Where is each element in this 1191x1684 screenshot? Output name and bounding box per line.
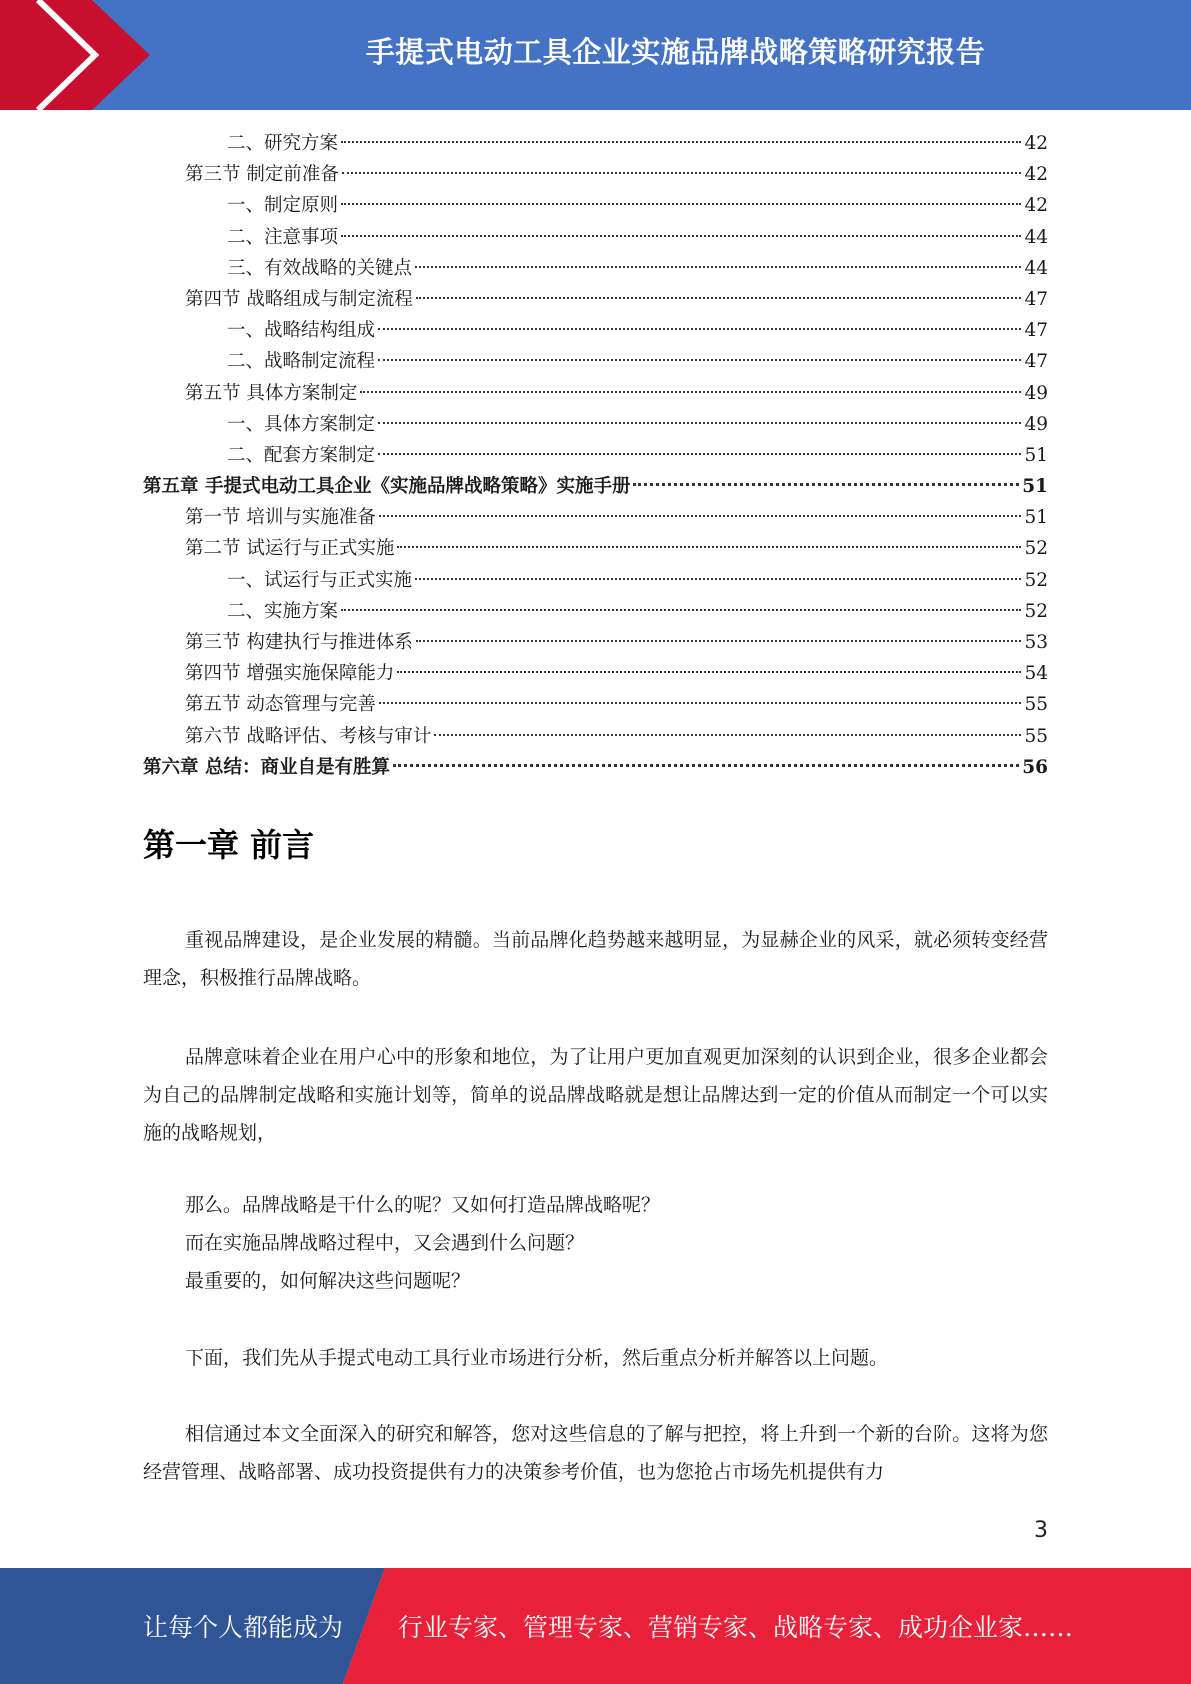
toc-dot-leader (378, 359, 1021, 361)
toc-entry-page: 52 (1024, 538, 1048, 560)
toc-entry[interactable] (143, 440, 1048, 471)
toc-dot-leader (415, 266, 1021, 268)
toc-dot-leader (378, 328, 1021, 330)
toc-dot-leader (415, 578, 1021, 580)
toc-entry[interactable] (143, 409, 1048, 440)
toc-entry[interactable] (143, 190, 1048, 221)
question-line-2: 而在实施品牌战略过程中，又会遇到什么问题？ (185, 1232, 585, 1254)
toc-dot-leader (397, 546, 1021, 548)
toc-dot-leader (379, 515, 1022, 517)
toc-entry-label: 第六节 战略评估、考核与审计 (185, 725, 432, 747)
toc-entry-label: 二、配套方案制定 (227, 444, 376, 466)
page-footer (0, 1568, 1191, 1684)
toc-entry-page: 47 (1024, 288, 1048, 310)
toc-entry-label: 第四节 增强实施保障能力 (185, 663, 395, 685)
toc-dot-leader (378, 422, 1021, 424)
intro-paragraph-2: 品牌意味着企业在用户心中的形象和地位，为了让用户更加直观更加深刻的认识到企业，很多企业都会为自己的品牌制定战略和实施计划等，简单的说品牌战略就是想让品牌达到一定的价值从而制定一个可以实施的战略规划， (143, 1046, 1048, 1144)
toc-entry-label: 第五节 动态管理与完善 (185, 694, 376, 716)
footer-slogan-right: 行业专家、管理专家、营销专家、战略专家、成功企业家…… (398, 1613, 1074, 1642)
toc-entry[interactable] (143, 378, 1048, 409)
toc-entry[interactable] (143, 565, 1048, 596)
toc-entry-page: 54 (1024, 663, 1048, 685)
toc-entry-label: 一、具体方案制定 (227, 413, 376, 435)
toc-entry[interactable] (143, 689, 1048, 720)
toc-entry-label: 二、战略制定流程 (227, 351, 376, 373)
toc-entry-page: 51 (1024, 507, 1048, 529)
toc-entry[interactable] (143, 159, 1048, 190)
table-of-contents (143, 128, 1048, 783)
toc-entry-page: 44 (1024, 257, 1048, 279)
toc-entry-page: 51 (1024, 444, 1048, 466)
toc-entry[interactable] (143, 752, 1048, 783)
toc-entry-page: 53 (1024, 632, 1048, 653)
toc-entry-page: 47 (1024, 320, 1048, 342)
toc-entry-page: 47 (1024, 351, 1048, 373)
toc-entry-label: 第五章 手提式电动工具企业《实施品牌战略策略》实施手册 (143, 476, 631, 498)
toc-dot-leader (341, 141, 1021, 143)
toc-dot-leader (341, 203, 1021, 205)
header-arrow-decoration (0, 0, 150, 110)
question-line-3: 最重要的，如何解决这些问题呢？ (185, 1270, 471, 1292)
toc-entry[interactable] (143, 533, 1048, 564)
toc-entry[interactable] (143, 627, 1048, 658)
toc-dot-leader (434, 734, 1021, 736)
toc-entry[interactable] (143, 471, 1048, 502)
toc-dot-leader (379, 702, 1022, 704)
toc-entry[interactable] (143, 346, 1048, 377)
toc-entry-page: 51 (1022, 476, 1048, 498)
toc-entry-page: 42 (1024, 195, 1048, 217)
toc-entry[interactable] (143, 128, 1048, 159)
toc-dot-leader (341, 609, 1021, 611)
toc-entry-label: 第二节 试运行与正式实施 (185, 538, 395, 560)
intro-paragraph-3: 下面，我们先从手提式电动工具行业市场进行分析，然后重点分析并解答以上问题。 (185, 1347, 889, 1369)
question-line-1: 那么。品牌战略是干什么的呢？又如何打造品牌战略呢？ (185, 1194, 661, 1216)
toc-dot-leader (633, 483, 1019, 486)
toc-entry-label: 二、注意事项 (227, 226, 339, 248)
toc-entry-label: 三、有效战略的关键点 (227, 257, 413, 279)
page-header (0, 0, 1191, 110)
toc-dot-leader (341, 235, 1021, 237)
toc-entry-label: 一、制定原则 (227, 195, 339, 217)
toc-entry-label: 第五节 具体方案制定 (185, 382, 358, 404)
toc-entry[interactable] (143, 222, 1048, 253)
toc-entry[interactable] (143, 315, 1048, 346)
toc-entry-page: 42 (1024, 164, 1048, 186)
toc-entry-page: 56 (1022, 756, 1048, 778)
toc-entry-page: 42 (1024, 133, 1048, 154)
toc-entry-label: 第三节 构建执行与推进体系 (185, 632, 413, 653)
toc-dot-leader (360, 391, 1021, 393)
toc-entry-page: 44 (1024, 226, 1048, 248)
toc-dot-leader (393, 764, 1019, 767)
toc-entry-label: 第四节 战略组成与制定流程 (185, 288, 413, 310)
report-title: 手提式电动工具企业实施品牌战略策略研究报告 (365, 34, 986, 69)
intro-paragraph-1: 重视品牌建设，是企业发展的精髓。当前品牌化趋势越来越明显，为显赫企业的风采，就必须转变经营理念，积极推行品牌战略。 (143, 929, 1048, 989)
toc-entry[interactable] (143, 253, 1048, 284)
toc-entry[interactable] (143, 284, 1048, 315)
toc-entry-label: 第六章 总结：商业自是有胜算 (143, 756, 390, 778)
toc-entry-label: 第三节 制定前准备 (185, 164, 339, 186)
toc-entry-page: 52 (1024, 600, 1048, 622)
toc-entry-page: 49 (1024, 382, 1048, 404)
intro-paragraph-4: 相信通过本文全面深入的研究和解答，您对这些信息的了解与把控，将上升到一个新的台阶。这将为您经营管理、战略部署、成功投资提供有力的决策参考价值，也为您抢占市场先机提供有力 (143, 1423, 1048, 1483)
toc-entry-label: 一、试运行与正式实施 (227, 569, 413, 591)
toc-entry-page: 49 (1024, 413, 1048, 435)
toc-entry[interactable] (143, 596, 1048, 627)
chapter-title: 第一章 前言 (143, 826, 315, 864)
toc-dot-leader (342, 172, 1022, 174)
toc-dot-leader (416, 640, 1022, 642)
toc-dot-leader (397, 671, 1021, 673)
toc-entry[interactable] (143, 502, 1048, 533)
toc-entry-label: 第一节 培训与实施准备 (185, 507, 376, 529)
toc-dot-leader (378, 453, 1021, 455)
toc-dot-leader (416, 297, 1022, 299)
toc-entry-page: 55 (1024, 694, 1048, 716)
toc-entry-label: 二、实施方案 (227, 600, 339, 622)
toc-entry[interactable] (143, 658, 1048, 689)
page-number: 3 (1034, 1518, 1048, 1543)
toc-entry-label: 一、战略结构组成 (227, 320, 376, 342)
toc-entry-label: 二、研究方案 (227, 133, 339, 154)
toc-entry[interactable] (143, 721, 1048, 752)
toc-entry-page: 55 (1024, 725, 1048, 747)
footer-slogan-left: 让每个人都能成为 (143, 1613, 344, 1642)
toc-entry-page: 52 (1024, 569, 1048, 591)
